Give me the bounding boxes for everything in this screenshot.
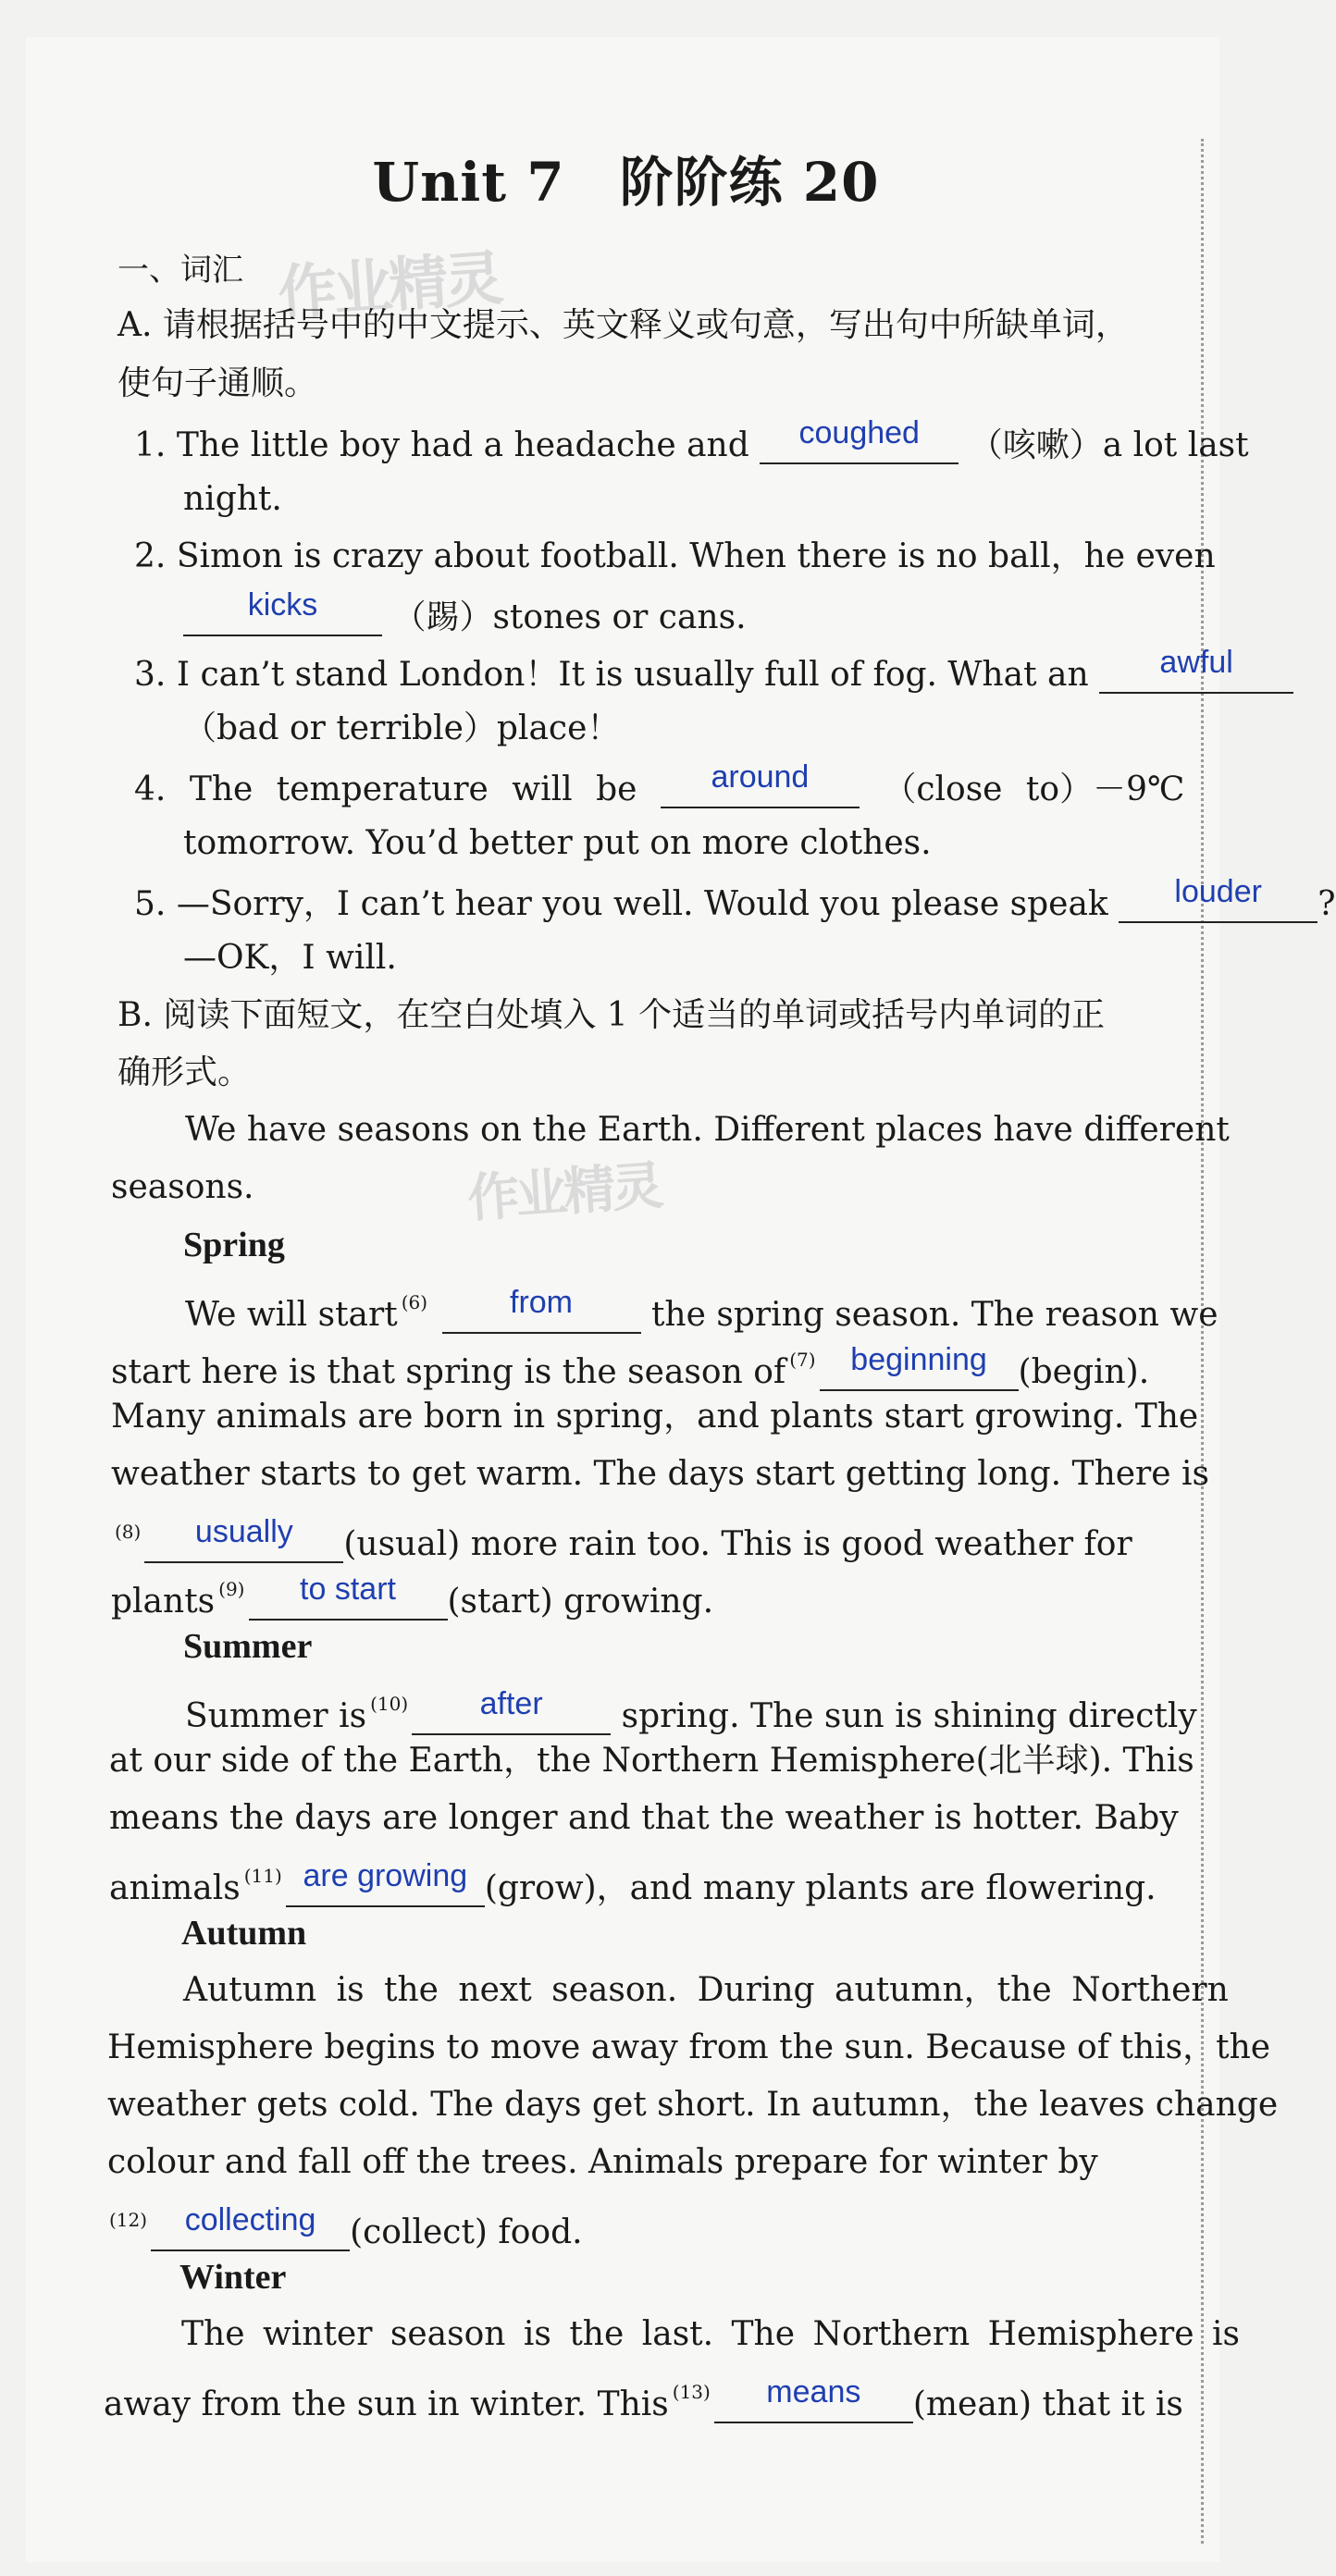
answer-text: collecting [184,2202,316,2237]
question-1 [134,415,1249,464]
question-2 [134,538,1216,575]
passage-line [111,1513,1132,1563]
passage-text: animals [109,1869,241,1907]
answer-text: from [510,1285,573,1320]
question-4-cont: tomorrow. You’d better put on more clothes. [183,824,932,862]
answer-blank [442,1285,641,1334]
answer-blank [144,1514,343,1563]
passage-line: We have seasons on the Earth. Different places have different [185,1111,1230,1149]
question-number: 3. [134,656,167,694]
blank-number: (6) [401,1291,428,1313]
question-1-cont: night. [183,480,282,518]
passage-line: The winter season is the last. The Northern Hemisphere is [181,2315,1240,2353]
passage-text: Summer is [185,1697,367,1735]
passage-text: We will start [185,1296,398,1334]
part-b-instruction-cont: 确形式。 [118,1054,252,1091]
answer-blank [661,759,860,808]
passage-line: seasons. [111,1168,254,1206]
answer-blank [183,587,382,636]
answer-text: around [711,759,810,795]
heading-winter: Winter [179,2258,287,2297]
watermark-logo: 作业精灵 [276,244,502,329]
part-a-instruction-cont: 使句子通顺。 [118,364,318,402]
blank-number: (9) [218,1578,245,1600]
passage-line: weather starts to get warm. The days start getting long. There is [111,1455,1209,1493]
passage-text: (grow)，and many plants are flowering. [484,1869,1157,1907]
answer-blank [760,415,959,464]
answer-text: beginning [850,1342,987,1377]
passage-text: (begin). [1018,1353,1150,1391]
passage-text: plants [111,1583,216,1621]
answer-text: are growing [303,1858,468,1893]
heading-summer: Summer [183,1627,313,1666]
part-b-instruction: B. 阅读下面短文，在空白处填入 1 个适当的单词或括号内单词的正 [118,996,1106,1034]
question-number: 4. [134,770,167,808]
passage-text: (mean) that it is [912,2385,1183,2423]
heading-spring: Spring [183,1226,285,1264]
passage-line: means the days are longer and that the weather is hotter. Baby [109,1799,1179,1837]
answer-text: usually [194,1514,293,1549]
question-text: The little boy had a headache and [176,426,749,464]
question-number: 2. [134,537,167,575]
passage-line: Autumn is the next season. During autumn，the Northern [183,1971,1229,2009]
answer-blank [249,1571,448,1621]
answer-text: awful [1159,645,1233,680]
answer-blank [1119,874,1317,923]
question-text: ? [1317,885,1336,923]
blank-number: (7) [789,1349,816,1371]
blank-number: (8) [115,1521,142,1543]
passage-line: Many animals are born in spring，and plants start growing. The [111,1398,1199,1436]
passage-text: (start) growing. [447,1583,714,1621]
section-heading: 一、词汇 [118,252,243,289]
answer-blank [820,1342,1019,1391]
answer-blank [1099,645,1293,694]
question-5-cont: —OK，I will. [183,939,397,977]
question-3-cont: （bad or terrible）place！ [183,709,621,747]
answer-text: to start [300,1571,396,1607]
question-5 [134,874,1336,923]
passage-text: (collect) food. [350,2213,583,2251]
answer-blank [714,2374,913,2423]
blank-number: (10) [370,1693,409,1715]
passage-line [104,2373,1183,2423]
passage-line: weather gets cold. The days get short. In autumn，the leaves change [107,2086,1279,2124]
question-text: （咳嗽）a lot last [969,426,1249,464]
answer-blank [412,1686,611,1735]
passage-text: (usual) more rain too. This is good weather for [343,1525,1132,1563]
passage-line [111,1571,713,1621]
question-2-cont [183,587,747,636]
answer-blank [286,1858,485,1907]
passage-line [105,2201,583,2251]
question-number: 5. [134,885,167,923]
heading-autumn: Autumn [181,1914,307,1953]
answer-text: means [766,2374,861,2410]
question-text: —Sorry，I can’t hear you well. Would you please speak [176,885,1108,923]
question-text: （踢）stones or cans. [392,598,747,636]
question-text: Simon is crazy about football. When there is no ball，he even [176,537,1216,575]
passage-text: start here is that spring is the season of [111,1353,786,1391]
passage-text: the spring season. The reason we [650,1296,1218,1334]
passage-line [111,1341,1149,1391]
question-text: （close to）－9℃ [883,770,1185,808]
question-text: I can’t stand London！It is usually full of fog. What an [176,656,1089,694]
blank-number: (11) [243,1865,282,1887]
question-number: 1. [134,426,167,464]
passage-text: away from the sun in winter. This [104,2385,669,2423]
passage-line [185,1685,1197,1735]
passage-line [109,1857,1157,1907]
blank-number: (13) [672,2381,711,2403]
answer-text: coughed [798,415,920,450]
answer-text: after [479,1686,543,1721]
dotted-margin [1201,139,1204,2544]
blank-number: (12) [109,2209,148,2231]
part-a-instruction: A. 请根据括号中的中文提示、英文释义或句意，写出句中所缺单词， [118,306,1129,344]
question-text: The temperature will be [189,770,637,808]
watermark-logo: 作业精灵 [465,1155,662,1230]
question-3 [134,645,1293,694]
passage-line: at our side of the Earth，the Northern Hemisphere(北半球). This [109,1742,1194,1780]
answer-text: louder [1174,874,1262,909]
passage-line [185,1284,1218,1334]
passage-line: Hemisphere begins to move away from the sun. Because of this，the [107,2028,1271,2066]
answer-blank [151,2202,350,2251]
question-4 [134,759,1185,808]
passage-line: colour and fall off the trees. Animals prepare for winter by [107,2143,1098,2181]
answer-text: kicks [247,587,318,622]
passage-text: spring. The sun is shining directly [621,1697,1197,1735]
page-title: Unit 7 阶阶练 20 [372,151,880,214]
